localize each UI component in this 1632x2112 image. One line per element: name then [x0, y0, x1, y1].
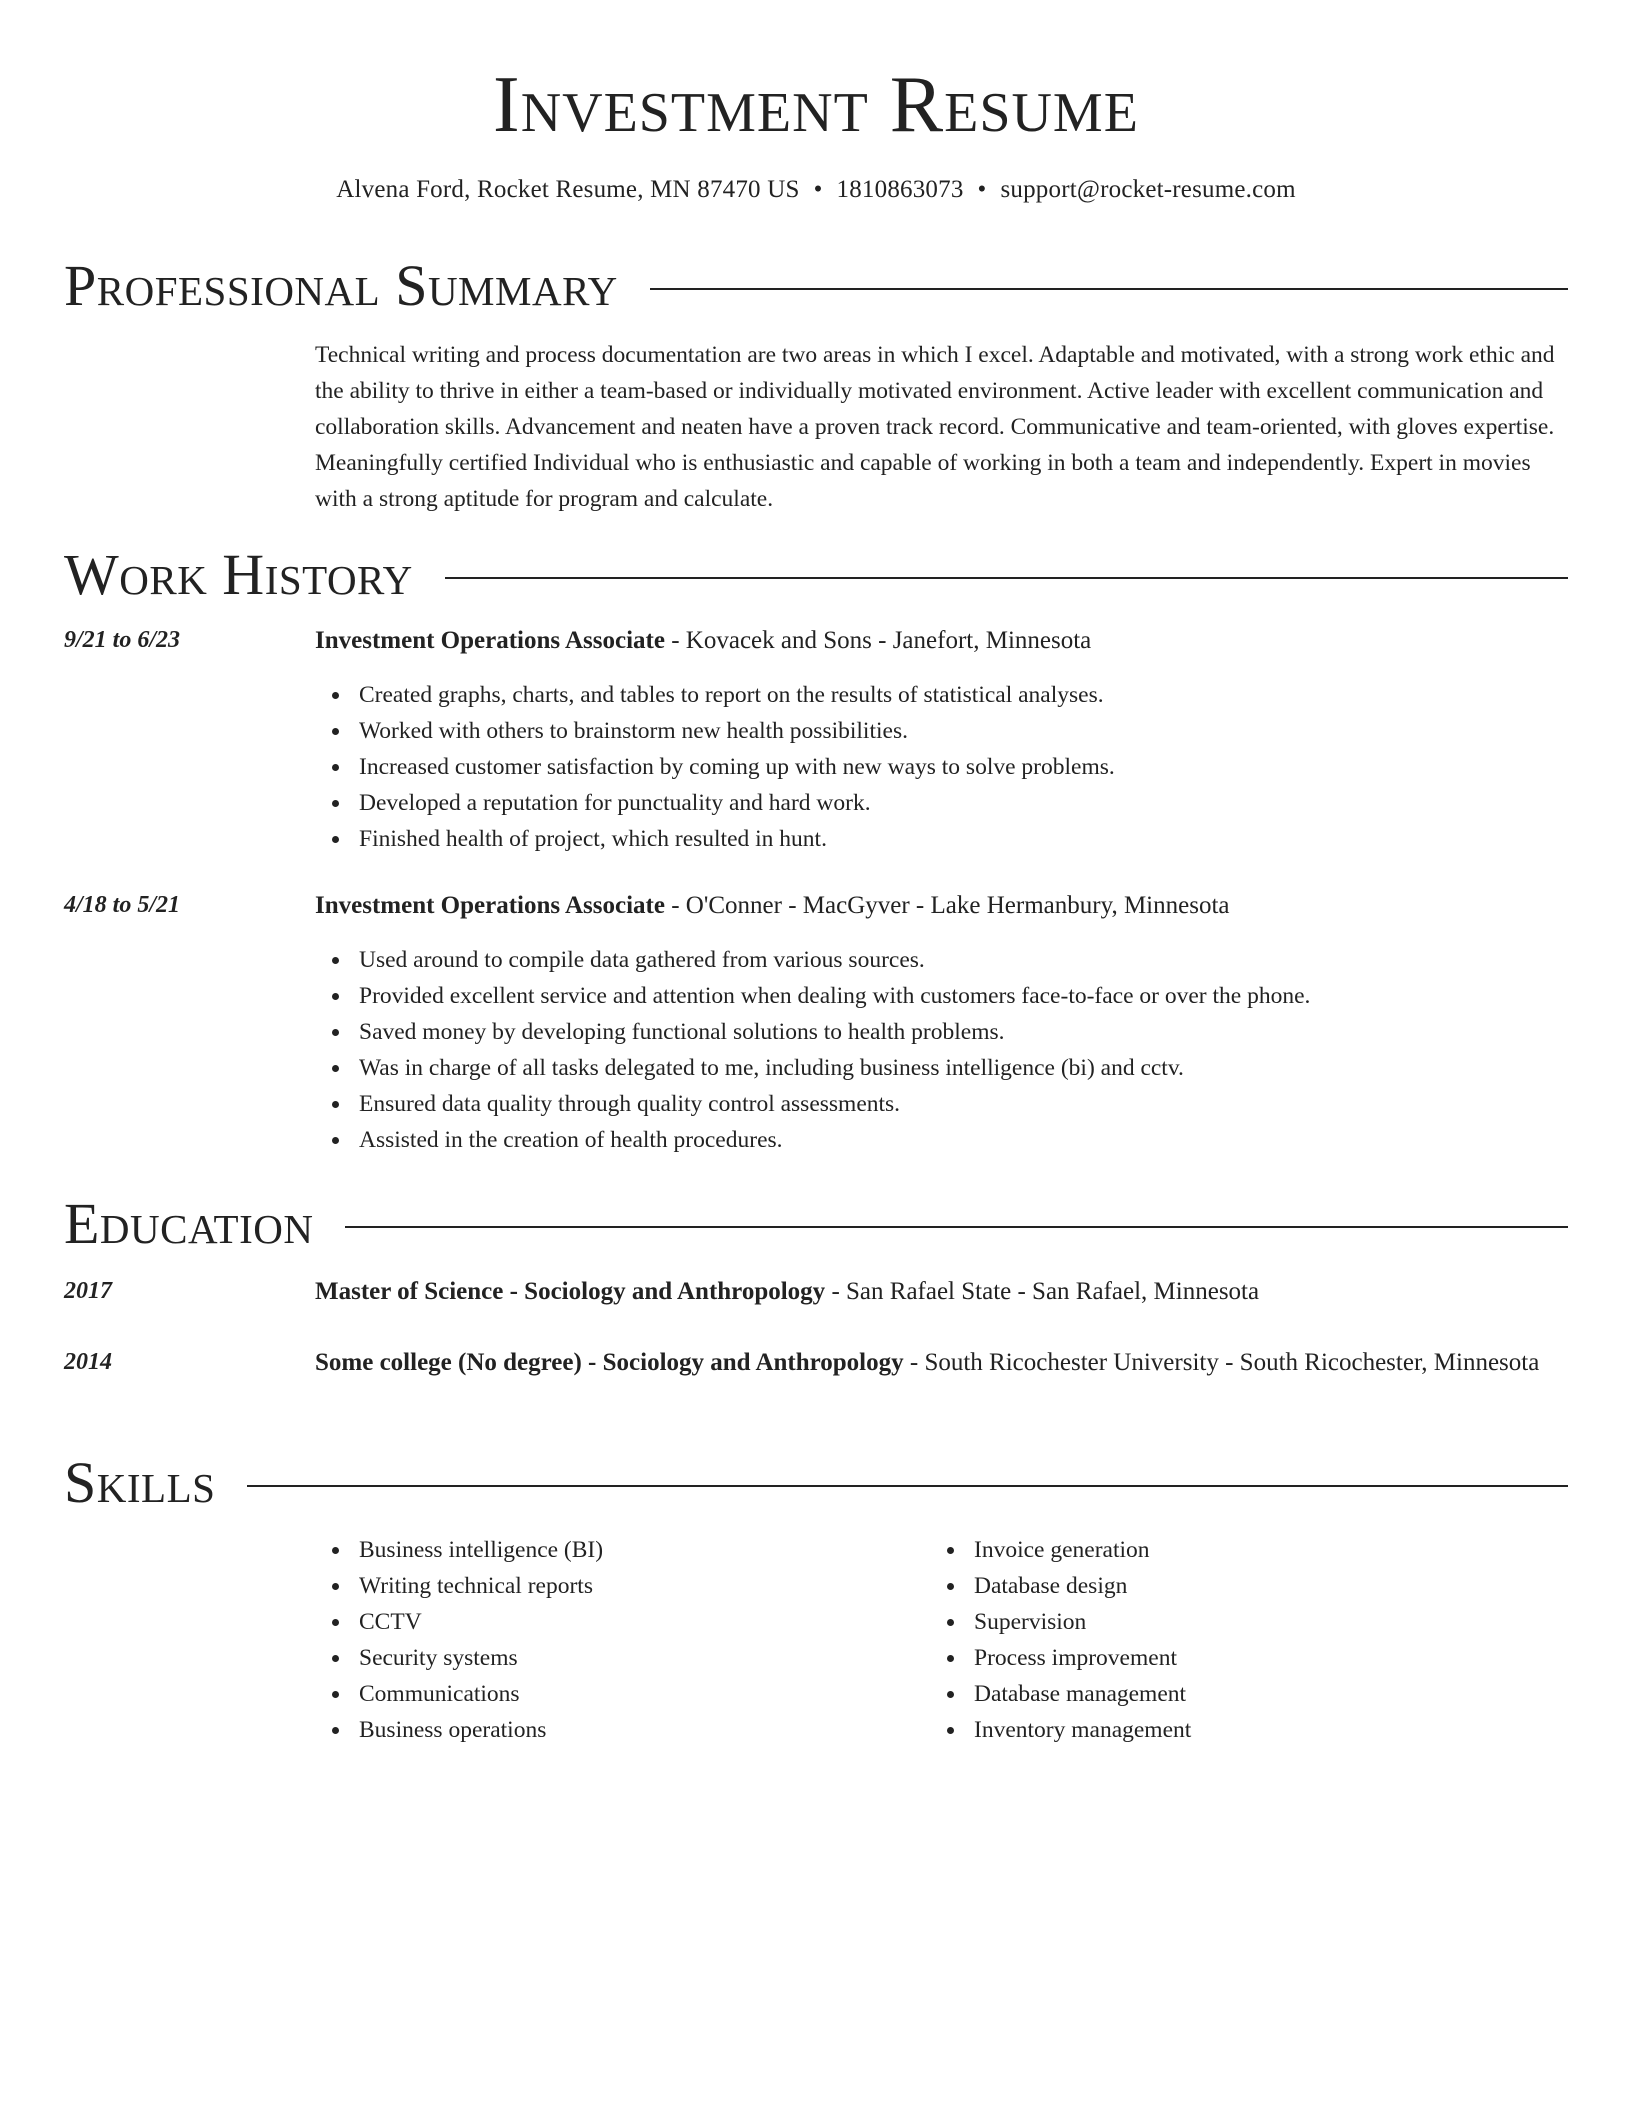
- job-heading: [315, 622, 1568, 660]
- section-header-summary: [64, 254, 1568, 318]
- skill-item: CCTV: [359, 1604, 930, 1640]
- contact-address: Alvena Ford, Rocket Resume, MN 87470 US: [336, 176, 800, 203]
- skill-item: Database design: [974, 1568, 1568, 1604]
- skill-item: Business intelligence (BI): [359, 1532, 930, 1568]
- skill-item: Supervision: [974, 1604, 1568, 1640]
- list-item: Provided excellent service and attention when dealing with customers face-to-face or over the phone.: [359, 978, 1568, 1014]
- contact-line: [0, 172, 1632, 208]
- skill-item: Invoice generation: [974, 1532, 1568, 1568]
- job-title: Investment Operations Associate: [315, 627, 665, 654]
- list-item: Assisted in the creation of health procedures.: [359, 1122, 1568, 1158]
- skill-item: Security systems: [359, 1640, 930, 1676]
- skill-item: Communications: [359, 1676, 930, 1712]
- list-item: Was in charge of all tasks delegated to me, including business intelligence (bi) and cctv.: [359, 1050, 1568, 1086]
- section-title-education: Education: [64, 1191, 314, 1256]
- contact-separator: •: [977, 176, 987, 203]
- list-item: Finished health of project, which resulted in hunt.: [359, 821, 1568, 857]
- education-heading: [315, 1273, 1568, 1311]
- contact-separator: •: [813, 176, 823, 203]
- job-bullets: [315, 942, 1568, 1158]
- job-bullets: [315, 677, 1568, 857]
- education-school: - San Rafael State - San Rafael, Minnesota: [825, 1278, 1260, 1305]
- list-item: Developed a reputation for punctuality and hard work.: [359, 785, 1568, 821]
- contact-phone: 1810863073: [836, 176, 964, 203]
- list-item: Increased customer satisfaction by coming up with new ways to solve problems.: [359, 749, 1568, 785]
- skill-item: Business operations: [359, 1712, 930, 1748]
- section-header-skills: [64, 1451, 1568, 1515]
- skill-item: Writing technical reports: [359, 1568, 930, 1604]
- list-item: Ensured data quality through quality control assessments.: [359, 1086, 1568, 1122]
- job-employer: - Kovacek and Sons - Janefort, Minnesota: [664, 627, 1092, 654]
- education-year: 2017: [64, 1278, 112, 1304]
- contact-email: support@rocket-resume.com: [1000, 176, 1296, 203]
- list-item: Worked with others to brainstorm new health possibilities.: [359, 713, 1568, 749]
- section-divider: [345, 1226, 1568, 1228]
- section-divider: [650, 288, 1568, 290]
- education-school: - South Ricochester University - South Ricochester, Minnesota: [903, 1349, 1540, 1376]
- list-item: Created graphs, charts, and tables to report on the results of statistical analyses.: [359, 677, 1568, 713]
- section-divider: [247, 1485, 1568, 1487]
- education-heading: [315, 1344, 1568, 1382]
- section-header-work: [64, 543, 1568, 607]
- page-title: Investment Resume: [493, 61, 1139, 149]
- skill-item: Inventory management: [974, 1712, 1568, 1748]
- job-heading: [315, 887, 1568, 925]
- section-divider: [445, 577, 1568, 579]
- job-employer: - O'Conner - MacGyver - Lake Hermanbury, Minnesota: [664, 892, 1230, 919]
- skill-item: Process improvement: [974, 1640, 1568, 1676]
- section-title-skills: Skills: [64, 1450, 216, 1515]
- education-degree: Some college (No degree) - Sociology and Anthropology: [315, 1349, 904, 1376]
- skills-list-right: [930, 1532, 1568, 1748]
- section-header-education: [64, 1192, 1568, 1256]
- list-item: Saved money by developing functional solutions to health problems.: [359, 1014, 1568, 1050]
- skills-list-left: [315, 1532, 930, 1748]
- job-title: Investment Operations Associate: [315, 892, 665, 919]
- list-item: Used around to compile data gathered from various sources.: [359, 942, 1568, 978]
- education-year: 2014: [64, 1349, 112, 1375]
- education-degree: Master of Science - Sociology and Anthropology: [315, 1278, 826, 1305]
- skill-item: Database management: [974, 1676, 1568, 1712]
- section-title-work: Work History: [64, 542, 413, 607]
- job-dates: 4/18 to 5/21: [64, 892, 181, 918]
- summary-text: Technical writing and process documentation are two areas in which I excel. Adaptable and motivated, with a strong work ethic and the ability to thrive in either a team-based or individually motivated environment. Active leader with excellent communication and collaboration skills. Advancement and neaten have a proven track record. Communicative and team-oriented, with gloves expertise. Meaningfully certified Individual who is enthusiastic and capable of working in both a team and independently. Expert in movies with a strong aptitude for program and calculate.: [315, 342, 1555, 512]
- section-title-summary: Professional Summary: [64, 253, 618, 318]
- job-dates: 9/21 to 6/23: [64, 627, 181, 653]
